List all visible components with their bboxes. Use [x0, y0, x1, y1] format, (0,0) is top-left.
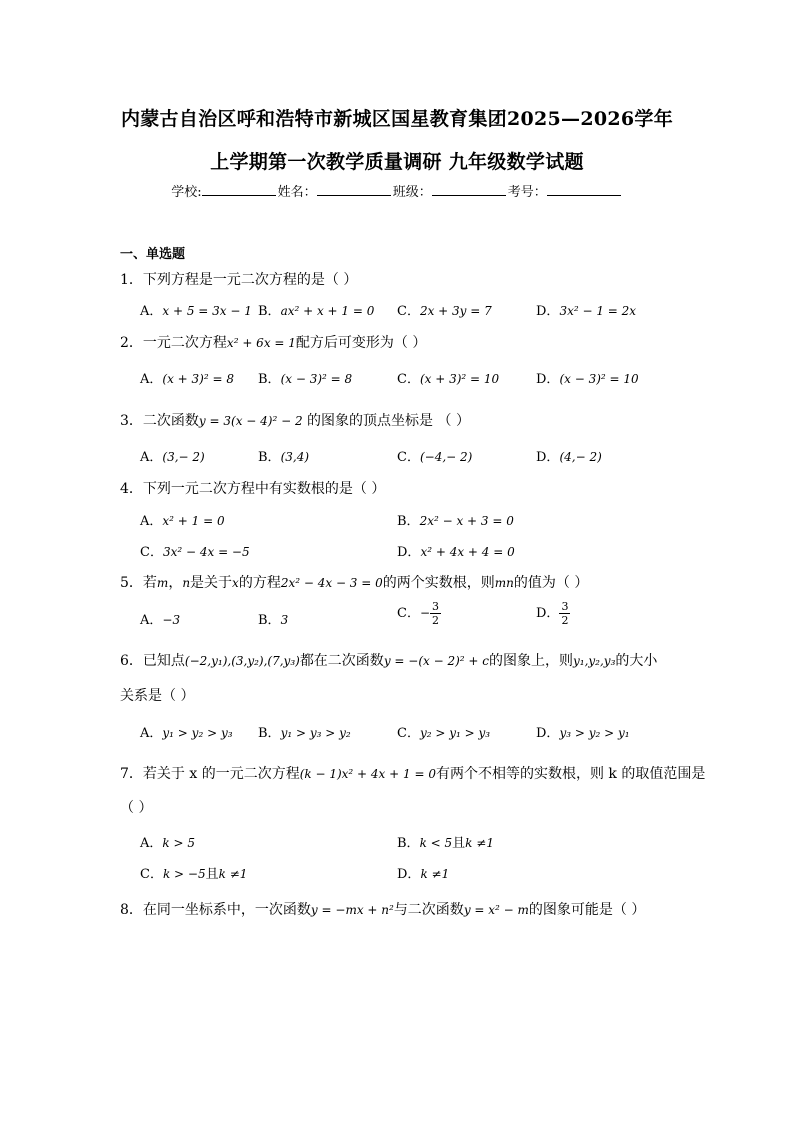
q3-option-a: A．(3,− 2): [140, 450, 205, 465]
exam-number-blank: [547, 183, 621, 196]
q4-option-a: A．x² + 1 = 0: [140, 514, 225, 529]
q1-option-a: A．x + 5 = 3x − 1: [140, 304, 252, 319]
name-label: 姓名：: [277, 185, 317, 200]
q5-option-a: A．−3: [140, 613, 181, 628]
question-3-stem: 3．二次函数y = 3(x − 4)² − 2 的图象的顶点坐标是 （ ）: [120, 413, 470, 429]
question-7-stem-line-2: （ ）: [120, 800, 153, 816]
q7-option-b: B．k < 5且k ≠1: [397, 836, 494, 851]
q2-option-c: C．(x + 3)² = 10: [397, 372, 500, 387]
class-label: 班级：: [392, 185, 432, 200]
q6-option-c: C．y₂ > y₁ > y₃: [397, 726, 491, 741]
q4-option-c: C．3x² − 4x = −5: [140, 545, 250, 560]
q7-option-c: C．k > −5且k ≠1: [140, 867, 248, 882]
exam-title-line-1: 内蒙古自治区呼和浩特市新城区国星教育集团2025—2026学年: [120, 108, 674, 130]
q3-option-b: B．(3,4): [258, 450, 310, 465]
question-5-stem: 5．若m，n是关于x的方程2x² − 4x − 3 = 0的两个实数根，则mn的值为（ ）: [120, 575, 589, 591]
q7-option-d: D．k ≠1: [397, 867, 450, 882]
class-blank: [432, 183, 506, 196]
question-6-stem-line-2: 关系是（ ）: [120, 688, 195, 704]
question-4-stem: 4．下列一元二次方程中有实数根的是（ ）: [120, 481, 386, 497]
q7-option-a: A．k > 5: [140, 836, 195, 851]
q1-option-c: C．2x + 3y = 7: [397, 304, 492, 319]
q2-option-d: D．(x − 3)² = 10: [536, 372, 639, 387]
q5-fraction-d: $\frac{3}{2}$: [561, 600, 569, 627]
exam-number-label: 考号：: [507, 185, 547, 200]
student-info-row: [0, 181, 794, 200]
q5-option-b: B．3: [258, 613, 289, 628]
question-1-stem: 1．下列方程是一元二次方程的是（ ）: [120, 272, 358, 288]
name-blank: [317, 183, 391, 196]
question-2-stem: 2．一元二次方程x² + 6x = 1配方后可变形为（ ）: [120, 335, 427, 351]
q6-option-d: D．y₃ > y₂ > y₁: [536, 726, 630, 741]
q4-option-d: D．x² + 4x + 4 = 0: [397, 545, 515, 560]
question-6-stem: 6．已知点(−2,y₁),(3,y₂),(7,y₃)都在二次函数y = −(x − 2)² + c的图象上，则y₁,y₂,y₃的大小: [120, 653, 658, 669]
question-8-stem: 8．在同一坐标系中，一次函数y = −mx + n²与二次函数y = x² − m的图象可能是（ ）: [120, 902, 646, 918]
q6-option-a: A．y₁ > y₂ > y₃: [140, 726, 233, 741]
exam-title-line-2: 上学期第一次教学质量调研 九年级数学试题: [210, 151, 584, 173]
q5-option-d: D． $\frac{3}{2}$: [536, 600, 569, 627]
q1-option-d: D．3x² − 1 = 2x: [536, 304, 637, 319]
q2-option-a: A．(x + 3)² = 8: [140, 372, 234, 387]
q4-option-b: B．2x² − x + 3 = 0: [397, 514, 514, 529]
school-label: 学校:: [171, 185, 202, 200]
q2-option-b: B．(x − 3)² = 8: [258, 372, 353, 387]
q5-fraction-c: $\frac{3}{2}$: [432, 600, 440, 627]
q1-option-b: B．ax² + x + 1 = 0: [258, 304, 375, 319]
q6-option-b: B．y₁ > y₃ > y₂: [258, 726, 351, 741]
q5-option-c: C．− $\frac{3}{2}$: [397, 600, 440, 627]
section-heading: 一、单选题: [120, 247, 186, 262]
school-blank: [202, 183, 276, 196]
q3-option-d: D．(4,− 2): [536, 450, 602, 465]
question-7-stem: 7．若关于 x 的一元二次方程(k − 1)x² + 4x + 1 = 0有两个不相等的实数根，则 k 的取值范围是: [120, 766, 706, 782]
q3-option-c: C．(−4,− 2): [397, 450, 473, 465]
